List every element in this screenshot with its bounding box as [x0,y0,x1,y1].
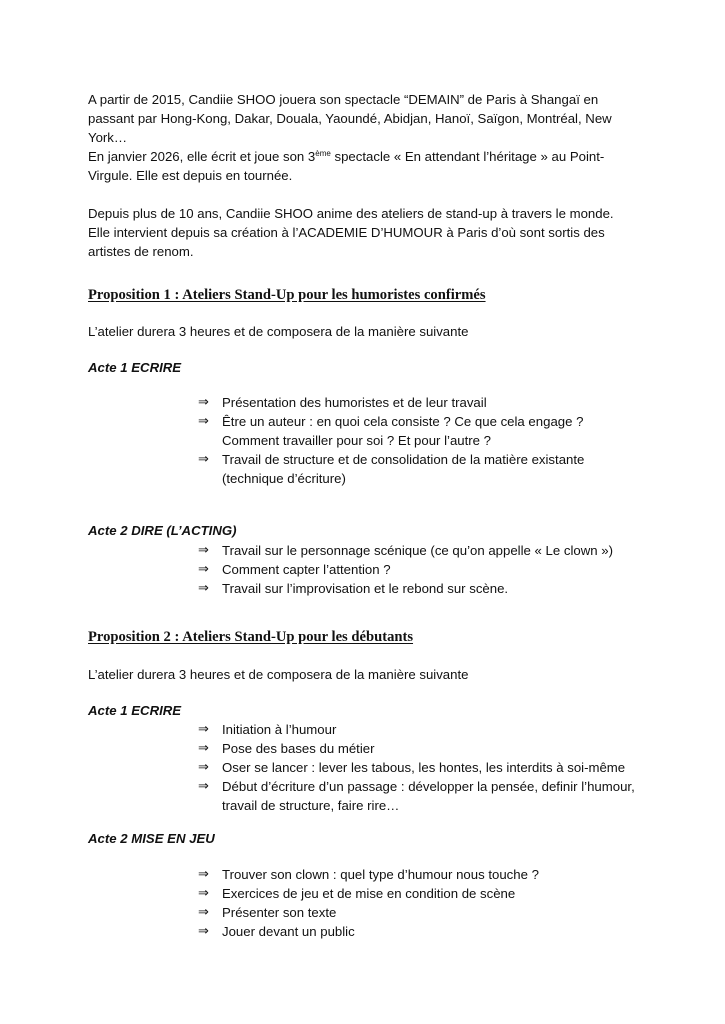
bullet-text: Trouver son clown : quel type d’humour nous touche ? [222,867,539,882]
proposition-2-heading: Proposition 2 : Ateliers Stand-Up pour les débutants [88,629,414,645]
bullet-item [198,903,638,922]
arrow-bullet-icon: ⇒ [198,543,209,558]
bullet-text: Travail de structure et de consolidation de la matière existante (technique d’écriture) [222,452,585,486]
bullet-item [198,884,638,903]
prop2-act1-list [198,720,638,815]
arrow-bullet-icon: ⇒ [198,414,209,429]
intro-paragraph-2 [88,147,648,185]
intro-text: En janvier 2026, elle écrit et joue son 3 [88,149,316,164]
arrow-bullet-icon: ⇒ [198,867,209,882]
intro-line [88,147,648,166]
proposition-1-intro: L’atelier durera 3 heures et de composera de la manière suivante [88,324,469,339]
bullet-item [198,560,638,579]
proposition-2-intro: L’atelier durera 3 heures et de composera de la manière suivante [88,667,469,682]
bullet-item [198,393,638,412]
bullet-item [198,777,638,815]
arrow-bullet-icon: ⇒ [198,395,209,410]
bullet-text: Jouer devant un public [222,924,355,939]
intro-text: spectacle « En attendant l’héritage » au Point- [330,149,605,164]
bullet-text: Exercices de jeu et de mise en condition de scène [222,886,516,901]
intro-line: A partir de 2015, Candiie SHOO jouera son spectacle “DEMAIN” de Paris à Shangaï en [88,92,599,107]
bullet-text: Être un auteur : en quoi cela consiste ? Ce que cela engage ? Comment travailler pour soi ? Et pour l’autre ? [222,414,584,448]
bullet-text: Oser se lancer : lever les tabous, les hontes, les interdits à soi-même [222,760,626,775]
bullet-text: Initiation à l’humour [222,722,337,737]
bullet-item [198,739,638,758]
prop2-act2-title: Acte 2 MISE EN JEU [88,831,215,846]
arrow-bullet-icon: ⇒ [198,722,209,737]
bullet-text: Travail sur le personnage scénique (ce qu’on appelle « Le clown ») [222,543,613,558]
bullet-item [198,541,638,560]
intro-paragraph-3 [88,204,648,261]
prop1-act1-list [198,393,638,488]
bullet-text: Présentation des humoristes et de leur travail [222,395,487,410]
prop1-act2-list [198,541,638,598]
prop1-act2-title: Acte 2 DIRE (L’ACTING) [88,523,237,538]
bullet-text: Début d’écriture d’un passage : développer la pensée, definir l’humour, travail de structure, faire rire… [222,779,635,813]
arrow-bullet-icon: ⇒ [198,562,209,577]
bullet-text: Présenter son texte [222,905,337,920]
arrow-bullet-icon: ⇒ [198,779,209,794]
intro-line: Virgule. Elle est depuis en tournée. [88,168,293,183]
intro-line: Elle intervient depuis sa création à l’ACADEMIE D’HUMOUR à Paris d’où sont sortis des [88,225,605,240]
prop2-act1-title: Acte 1 ECRIRE [88,703,182,718]
prop2-act2-list [198,865,638,941]
arrow-bullet-icon: ⇒ [198,924,209,939]
bullet-text: Comment capter l’attention ? [222,562,391,577]
bullet-item [198,720,638,739]
bullet-item [198,412,638,450]
bullet-item [198,758,638,777]
intro-line: Depuis plus de 10 ans, Candiie SHOO anime des ateliers de stand-up à travers le monde. [88,206,614,221]
intro-paragraph-1 [88,90,648,147]
bullet-item [198,922,638,941]
arrow-bullet-icon: ⇒ [198,760,209,775]
proposition-1-heading: Proposition 1 : Ateliers Stand-Up pour les humoristes confirmés [88,287,486,303]
prop1-act1-title: Acte 1 ECRIRE [88,360,182,375]
arrow-bullet-icon: ⇒ [198,741,209,756]
bullet-item [198,579,638,598]
intro-line: artistes de renom. [88,244,194,259]
ordinal-superscript: ème [315,149,331,158]
bullet-text: Pose des bases du métier [222,741,375,756]
intro-line: York… [88,130,128,145]
bullet-item [198,865,638,884]
arrow-bullet-icon: ⇒ [198,905,209,920]
arrow-bullet-icon: ⇒ [198,886,209,901]
arrow-bullet-icon: ⇒ [198,581,209,596]
bullet-item [198,450,638,488]
intro-line: passant par Hong-Kong, Dakar, Douala, Yaoundé, Abidjan, Hanoï, Saïgon, Montréal, New [88,111,612,126]
arrow-bullet-icon: ⇒ [198,452,209,467]
bullet-text: Travail sur l’improvisation et le rebond sur scène. [222,581,509,596]
